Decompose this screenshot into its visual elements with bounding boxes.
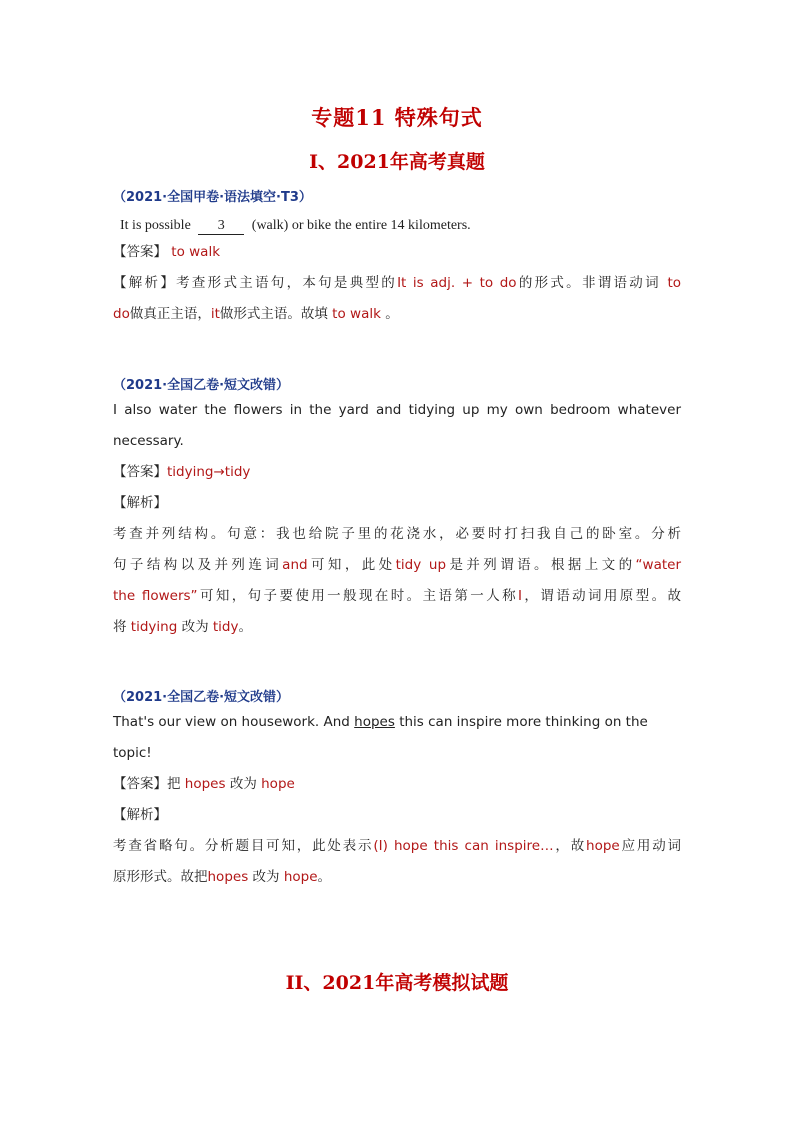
underlined-word: hopes — [354, 714, 395, 730]
question-text-line-2: necessary. — [113, 433, 184, 449]
analysis-line-1: 考查省略句。分析题目可知，此处表示(I) hope this can inspire…，故hope应用动词 — [113, 838, 682, 854]
analysis-line-2: 句子结构以及并列连词and可知，此处tidy up是并列谓语。根据上文的“water — [113, 557, 682, 573]
analysis-line-2: do做真正主语，it做形式主语。故填 to walk 。 — [113, 306, 399, 322]
analysis-label: 【解析】 — [113, 495, 167, 511]
analysis-line-2: 原形形式。故把hopes 改为 hope。 — [113, 869, 332, 885]
question-1 — [113, 186, 681, 330]
question-source: （2021·全国乙卷·短文改错） — [113, 690, 290, 705]
analysis-line-1: 考查并列结构。句意：我也给院子里的花浇水，必要时打扫我自己的卧室。分析 — [113, 526, 681, 542]
analysis-line-1: 【解析】考查形式主语句，本句是典型的It is adj. + to do的形式。非谓语动词 to — [113, 275, 682, 291]
question-text: That's our view on housework. And hopes this can inspire more thinking on the topic! — [113, 714, 648, 761]
analysis-label: 【解析】 — [113, 807, 167, 823]
question-2 — [113, 374, 681, 643]
analysis-line-3: the flowers”可知，句子要使用一般现在时。主语第一人称I，谓语动词用原型。故 — [113, 588, 682, 604]
question-source: （2021·全国乙卷·短文改错） — [113, 378, 290, 393]
answer-line: 【答案】 to walk — [113, 244, 221, 260]
question-text-line-1: I also water the flowers in the yard and tidying up my own bedroom whatever — [113, 402, 681, 418]
question-3 — [113, 686, 681, 893]
question-source: （2021·全国甲卷·语法填空·T3） — [113, 190, 312, 205]
answer-line: 【答案】把 hopes 改为 hope — [113, 776, 295, 792]
answer-blank: 3 — [198, 218, 244, 235]
analysis-line-4: 将 tidying 改为 tidy。 — [113, 619, 252, 635]
question-text: It is possible 3 (walk) or bike the entire 14 kilometers. — [120, 218, 471, 233]
section-heading-1: I、2021年高考真题 — [309, 151, 485, 173]
answer-line: 【答案】tidying→tidy — [113, 464, 251, 480]
section-heading-2: II、2021年高考模拟试题 — [285, 972, 509, 994]
page-title: 专题11 特殊句式 — [311, 105, 483, 130]
